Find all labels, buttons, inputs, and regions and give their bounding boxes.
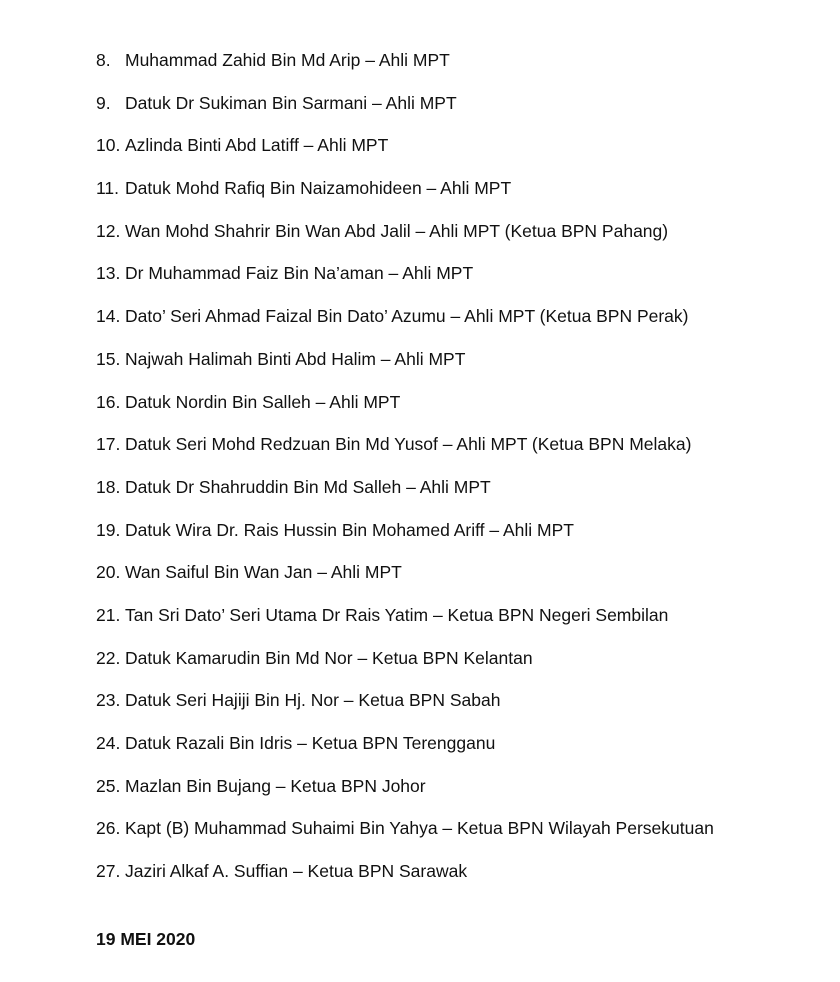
list-item <box>96 433 714 476</box>
item-text: Datuk Seri Mohd Redzuan Bin Md Yusof – Ahli MPT (Ketua BPN Melaka) <box>125 434 692 455</box>
item-number: 23. <box>96 690 121 711</box>
item-text: Jaziri Alkaf A. Suffian – Ketua BPN Sarawak <box>125 861 468 882</box>
list-item <box>96 220 714 263</box>
item-number: 16. <box>96 391 121 412</box>
item-text: Dr Muhammad Faiz Bin Na’aman – Ahli MPT <box>125 263 474 284</box>
item-text: Datuk Mohd Rafiq Bin Naizamohideen – Ahli MPT <box>125 178 512 199</box>
list-item <box>96 177 714 220</box>
list-item <box>96 305 714 348</box>
list-item <box>96 519 714 562</box>
document-page <box>96 0 816 982</box>
item-text: Tan Sri Dato’ Seri Utama Dr Rais Yatim – Ketua BPN Negeri Sembilan <box>125 604 669 625</box>
list-item <box>96 49 714 92</box>
list-item <box>96 561 714 604</box>
item-text: Datuk Nordin Bin Salleh – Ahli MPT <box>125 391 401 412</box>
item-number: 15. <box>96 348 121 369</box>
list-item <box>96 860 714 903</box>
item-number: 8. <box>96 50 111 70</box>
item-number: 24. <box>96 733 121 753</box>
list-item <box>96 476 714 519</box>
list-item <box>96 647 714 690</box>
item-text: Datuk Dr Shahruddin Bin Md Salleh – Ahli MPT <box>125 476 491 497</box>
list-item <box>96 732 714 775</box>
list-item <box>96 775 714 818</box>
item-number: 12. <box>96 220 121 241</box>
list-item <box>96 391 714 434</box>
list-item <box>96 817 714 860</box>
item-text: Wan Saiful Bin Wan Jan – Ahli MPT <box>125 562 402 583</box>
item-text: Azlinda Binti Abd Latiff – Ahli MPT <box>125 135 389 156</box>
item-text: Datuk Dr Sukiman Bin Sarmani – Ahli MPT <box>125 92 457 113</box>
item-number: 17. <box>96 434 121 455</box>
item-number: 19. <box>96 519 121 540</box>
list-item <box>96 348 714 391</box>
list-item <box>96 604 714 647</box>
item-text: Najwah Halimah Binti Abd Halim – Ahli MPT <box>125 348 466 369</box>
list-item <box>96 134 714 177</box>
document-date: 19 MEI 2020 <box>96 929 196 949</box>
item-number: 20. <box>96 562 121 583</box>
item-number: 13. <box>96 263 121 284</box>
item-text: Datuk Seri Hajiji Bin Hj. Nor – Ketua BPN Sabah <box>125 690 501 711</box>
item-number: 14. <box>96 306 121 327</box>
item-text: Datuk Kamarudin Bin Md Nor – Ketua BPN Kelantan <box>125 647 533 668</box>
item-number: 27. <box>96 861 121 882</box>
item-text: Kapt (B) Muhammad Suhaimi Bin Yahya – Ketua BPN Wilayah Persekutuan <box>125 818 714 839</box>
item-number: 9. <box>96 92 111 113</box>
item-number: 21. <box>96 604 121 625</box>
item-number: 10. <box>96 135 121 156</box>
list-item <box>96 262 714 305</box>
item-number: 22. <box>96 647 121 668</box>
item-text: Muhammad Zahid Bin Md Arip – Ahli MPT <box>125 50 450 70</box>
item-text: Datuk Razali Bin Idris – Ketua BPN Terengganu <box>125 733 496 753</box>
item-text: Datuk Wira Dr. Rais Hussin Bin Mohamed Ariff – Ahli MPT <box>125 519 574 540</box>
item-text: Dato’ Seri Ahmad Faizal Bin Dato’ Azumu – Ahli MPT (Ketua BPN Perak) <box>125 306 689 327</box>
item-number: 11. <box>96 178 120 199</box>
item-number: 25. <box>96 775 121 796</box>
list-item <box>96 689 714 732</box>
item-number: 18. <box>96 476 121 497</box>
item-text: Wan Mohd Shahrir Bin Wan Abd Jalil – Ahli MPT (Ketua BPN Pahang) <box>125 220 669 241</box>
item-text: Mazlan Bin Bujang – Ketua BPN Johor <box>125 775 426 796</box>
member-list <box>96 49 714 903</box>
item-number: 26. <box>96 818 121 839</box>
list-item <box>96 92 714 135</box>
